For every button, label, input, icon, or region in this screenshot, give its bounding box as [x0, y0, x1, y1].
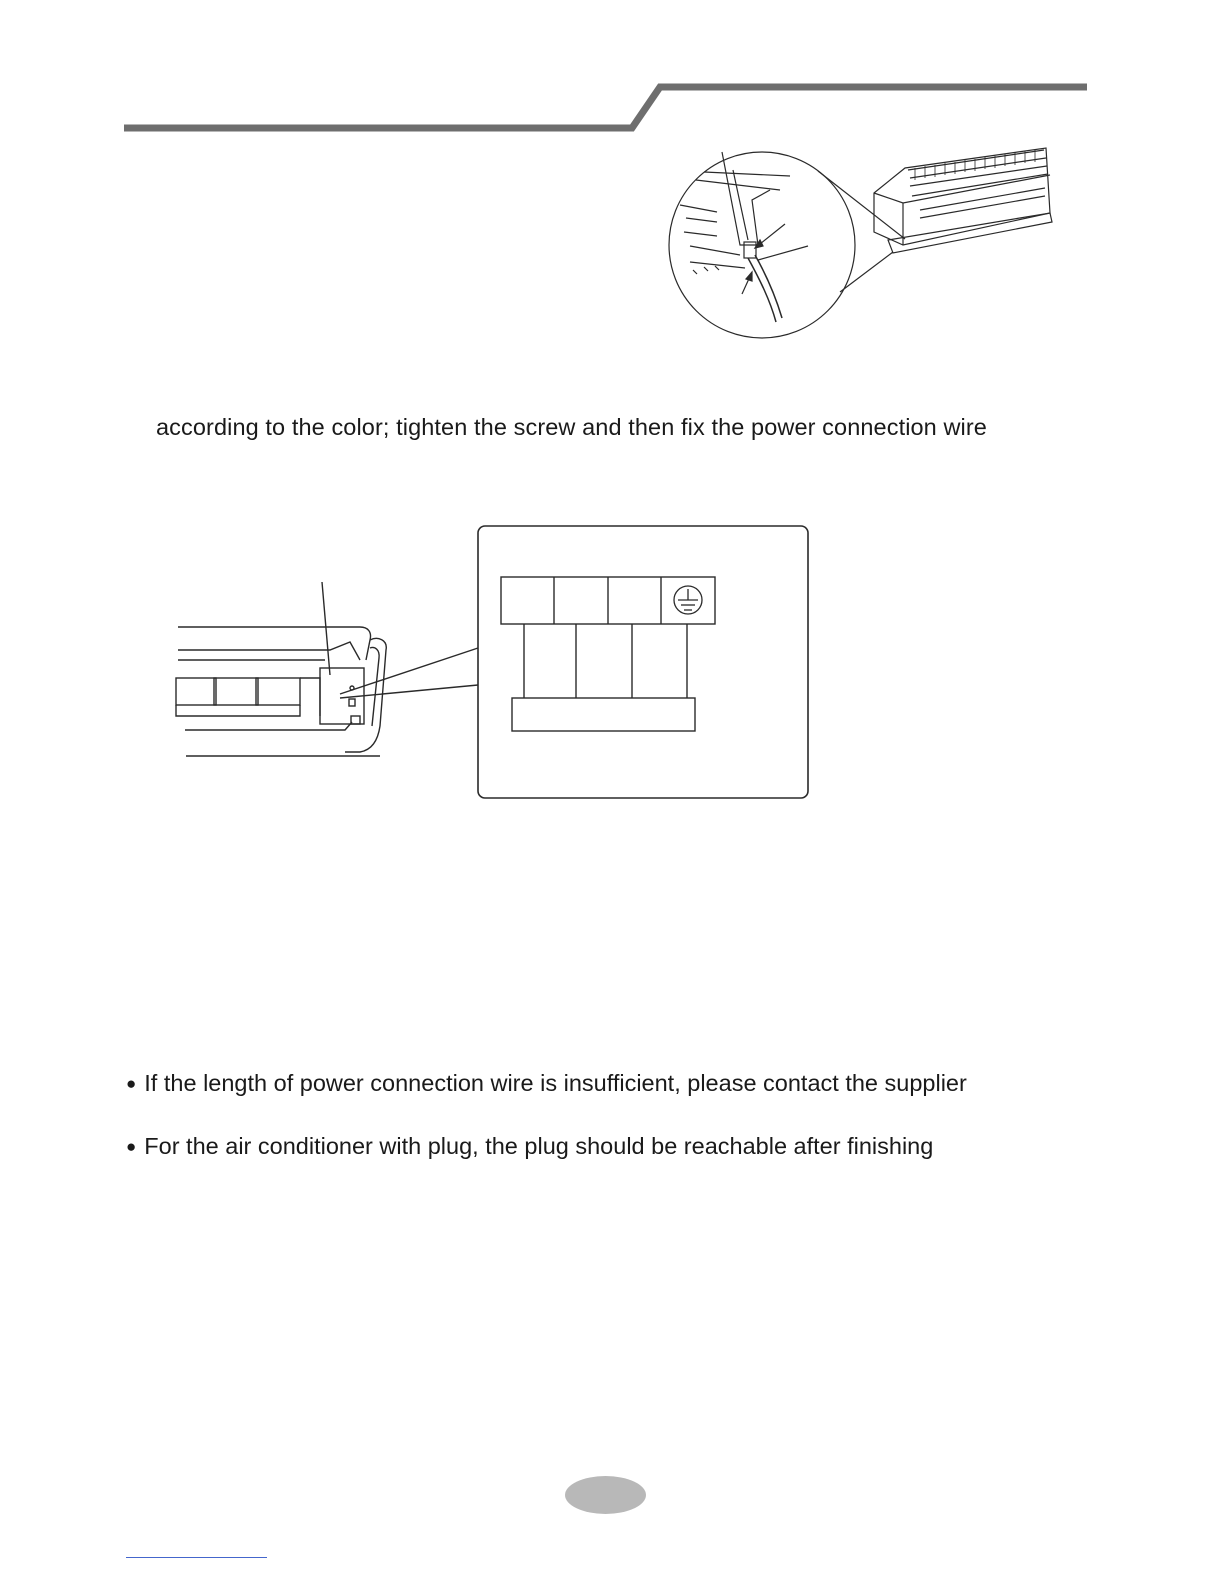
bullet-text: If the length of power connection wire is insufficient, please contact the supplier — [144, 1070, 967, 1096]
header-rule — [0, 0, 1224, 140]
bullet-text: For the air conditioner with plug, the plug should be reachable after finishing — [144, 1133, 934, 1159]
bullet-item-wire-length — [126, 1069, 967, 1100]
bullet-marker: ● — [126, 1137, 137, 1156]
bullet-marker: ● — [126, 1074, 137, 1093]
terminal-board-diagram-icon — [170, 520, 815, 805]
step-paragraph: according to the color; tighten the screw and then fix the power connection wire — [156, 414, 987, 440]
ac-wire-clamp-detail-icon — [660, 140, 1060, 345]
bullet-item-plug — [126, 1132, 933, 1163]
page-number-badge — [565, 1476, 646, 1514]
ground-symbol-icon — [674, 586, 702, 614]
footer-link-underline[interactable] — [126, 1557, 267, 1558]
